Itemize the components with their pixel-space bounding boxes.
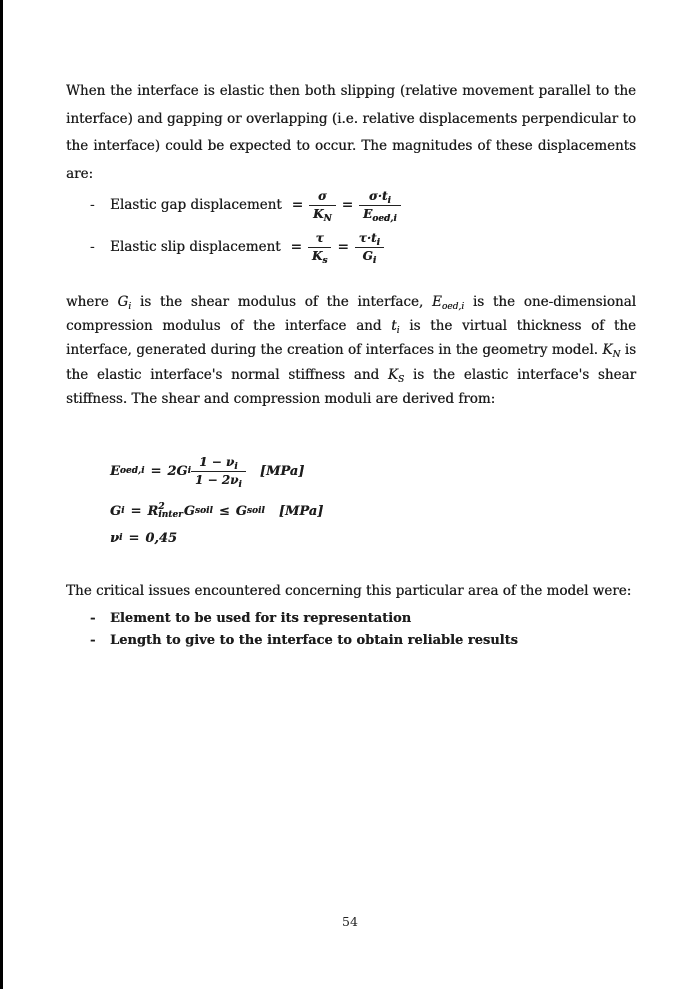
text-run: is the one-dimensional compression modulus of the interface and: [66, 294, 636, 335]
equals-sign: =: [128, 530, 140, 546]
list-item: [66, 630, 636, 652]
math-subscript: i: [376, 237, 380, 248]
math-subscript: i: [396, 326, 400, 337]
fraction-denominator: [355, 248, 384, 266]
bullet-dash: -: [90, 197, 95, 213]
sup-sub-stack: [158, 503, 183, 520]
math-symbol: G: [235, 503, 247, 519]
paragraph-critical-issues: The critical issues encountered concerning this particular area of the model were:: [66, 583, 632, 599]
fraction-denominator: [359, 206, 401, 224]
math-subscript: i: [234, 461, 238, 472]
fraction-numerator: [359, 190, 401, 206]
fraction-denominator: [308, 248, 332, 266]
math-symbol: σ·t: [368, 188, 388, 203]
text-run: 1 −: [199, 454, 226, 469]
fraction-numerator: [191, 456, 246, 472]
bullet-dash: -: [90, 611, 96, 626]
math-symbol: 2G: [167, 463, 188, 479]
math-symbol: G: [183, 503, 195, 519]
fraction-numerator: σ: [309, 190, 336, 206]
equals-sign: =: [290, 239, 302, 255]
math-symbol: E: [431, 294, 442, 310]
math-subscript: oed,i: [372, 213, 397, 224]
equals-sign: =: [291, 197, 304, 213]
fraction-numerator: τ: [308, 232, 332, 248]
bullet-dash: -: [90, 633, 96, 648]
equation-shear-modulus: G i = R 2 inter G soil ≤ G soil [MPa]: [110, 501, 324, 520]
gap-displacement-formula: [66, 184, 636, 226]
bullet-dash: -: [90, 239, 95, 255]
math-symbol: K: [602, 342, 613, 359]
equals-sign: =: [341, 197, 354, 213]
fraction-sigma-kn: [309, 188, 336, 224]
math-symbol: K: [387, 366, 398, 383]
scan-left-edge: [0, 0, 3, 989]
text-run: 1 − 2: [194, 472, 231, 487]
math-subscript: S: [397, 374, 405, 385]
slip-displacement-formula: [66, 226, 636, 268]
math-subscript: i: [238, 479, 242, 490]
math-symbol: ν: [225, 454, 235, 469]
fraction-denominator: [191, 472, 246, 490]
math-symbol: E: [110, 463, 120, 479]
fraction-sigma-ti-eoed: [359, 188, 401, 224]
math-symbol: t: [391, 318, 397, 335]
math-symbol: G: [117, 294, 129, 310]
unit-label: [MPa]: [278, 503, 324, 519]
formula-label: Elastic slip displacement: [110, 239, 281, 255]
math-subscript: N: [323, 213, 332, 224]
math-subscript: N: [612, 350, 621, 361]
math-symbol: K: [311, 248, 323, 263]
equation-poisson-ratio: ν i = 0,45: [110, 530, 178, 546]
math-superscript: 2: [158, 501, 165, 512]
critical-issues-list: [66, 608, 636, 652]
unit-label: [MPa]: [259, 463, 305, 479]
math-symbol: G: [362, 248, 373, 263]
math-symbol: G: [110, 503, 122, 519]
fraction-poisson: [191, 454, 246, 490]
math-subscript: i: [387, 195, 391, 206]
formula-label: Elastic gap displacement: [110, 197, 282, 213]
equals-sign: =: [150, 463, 162, 479]
math-symbol: K: [313, 206, 324, 221]
paragraph-intro: When the interface is elastic then both slipping (relative movement parallel to the interface) and gapping or overlapping (i.e. relative displacements perpendicular to the interface) could be expected to occur. The magnitudes of these displacements are:: [66, 83, 636, 182]
list-item-text: Length to give to the interface to obtain reliable results: [110, 633, 518, 648]
less-equal-sign: ≤: [218, 503, 230, 519]
displacement-formula-list: [66, 184, 636, 268]
math-symbol: R: [147, 503, 159, 519]
text-run: is the elastic interface's shear stiffness. The shear and compression moduli are derived from:: [66, 366, 636, 407]
math-value: 0,45: [145, 530, 178, 546]
fraction-denominator: [309, 206, 336, 224]
math-symbol: ν: [110, 530, 120, 546]
math-symbol: τ·t: [358, 230, 377, 245]
math-symbol: E: [363, 206, 373, 221]
list-item: [66, 608, 636, 630]
list-item-text: Element to be used for its representation: [110, 611, 412, 626]
math-subscript: i: [128, 302, 132, 312]
math-subscript: i: [372, 255, 377, 266]
math-subscript: oed,i: [441, 302, 465, 312]
fraction-numerator: [355, 232, 384, 248]
fraction-tau-ks: [308, 230, 332, 266]
equals-sign: =: [130, 503, 142, 519]
math-subscript: inter: [158, 510, 183, 520]
text-run: is the shear modulus of the interface,: [131, 294, 432, 310]
page-number: 54: [342, 914, 358, 929]
text-run: is the elastic interface's normal stiffness and: [66, 342, 636, 383]
text-run: is the virtual thickness of the interface, generated during the creation of interfaces in the geometry model.: [66, 318, 636, 359]
equals-sign: =: [337, 239, 349, 255]
math-symbol: ν: [230, 472, 239, 487]
equation-oedometer-modulus: E oed,i = 2G i $\frac{1 - \nu_i}{1 - 2\nu_i}$ [MPa]: [110, 454, 305, 490]
math-subscript: s: [322, 255, 328, 266]
fraction-tau-ti-gi: [355, 230, 384, 266]
paragraph-definitions: [66, 290, 636, 411]
text-run: where: [66, 294, 118, 310]
